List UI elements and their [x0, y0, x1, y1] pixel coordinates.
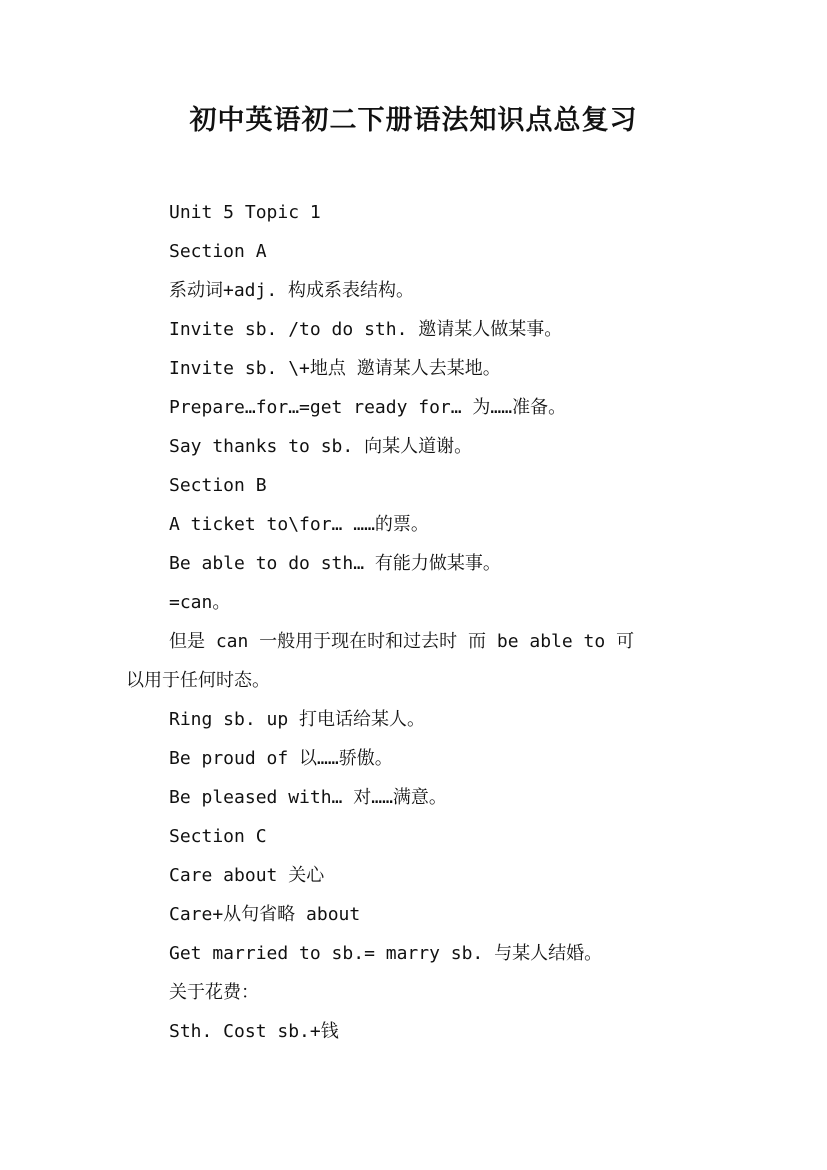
- text-line: Section C: [169, 826, 267, 847]
- text-line: Section A: [169, 241, 267, 262]
- text-line: Care about 关心: [169, 865, 325, 886]
- text-line: Sth. Cost sb.+钱: [169, 1021, 339, 1042]
- text-line: 系动词+adj. 构成系表结构。: [169, 280, 415, 301]
- text-line: Say thanks to sb. 向某人道谢。: [169, 436, 473, 457]
- text-line: 关于花费：: [169, 982, 259, 1003]
- text-line: Be able to do sth… 有能力做某事。: [169, 553, 501, 574]
- text-line: Prepare…for…=get ready for… 为……准备。: [169, 397, 567, 418]
- text-line: Invite sb. \+地点 邀请某人去某地。: [169, 358, 501, 379]
- text-line: Get married to sb.= marry sb. 与某人结婚。: [169, 943, 603, 964]
- text-line: Care+从句省略 about: [169, 904, 361, 925]
- text-line: 但是 can 一般用于现在时和过去时 而 be able to 可: [169, 631, 635, 652]
- text-line: 以用于任何时态。: [126, 670, 270, 691]
- text-line: Be proud of 以……骄傲。: [169, 748, 393, 769]
- text-line: =can。: [169, 592, 231, 613]
- text-line: Be pleased with… 对……满意。: [169, 787, 447, 808]
- text-line: Section B: [169, 475, 267, 496]
- text-line: Invite sb. /to do sth. 邀请某人做某事。: [169, 319, 563, 340]
- text-line: A ticket to\for… ……的票。: [169, 514, 429, 535]
- text-line: Ring sb. up 打电话给某人。: [169, 709, 426, 730]
- text-line: Unit 5 Topic 1: [169, 202, 321, 223]
- document-body: [0, 193, 827, 1051]
- document-title: 初中英语初二下册语法知识点总复习: [189, 105, 638, 136]
